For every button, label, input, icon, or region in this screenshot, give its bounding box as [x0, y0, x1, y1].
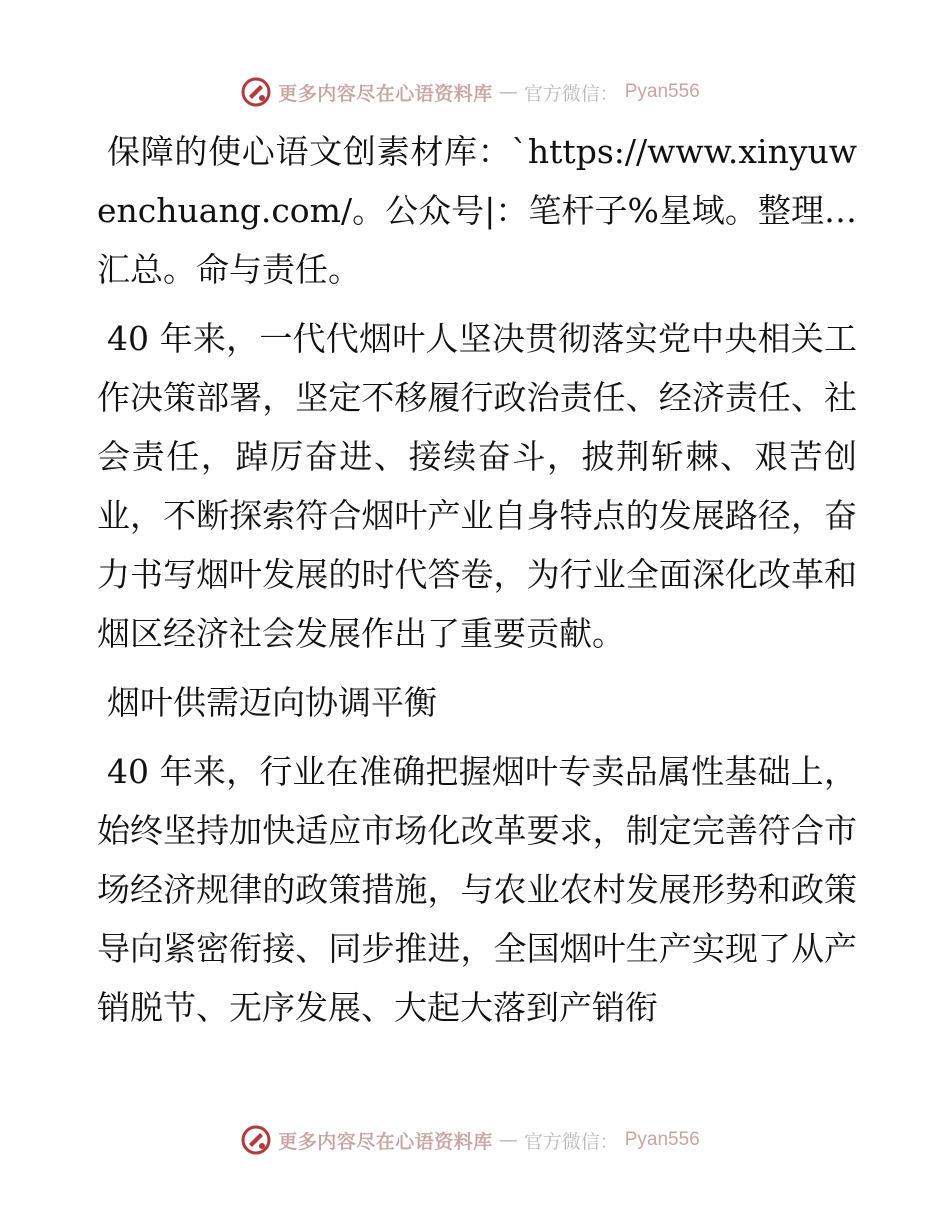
banner-content — [240, 76, 700, 108]
banner-wechat-id: Pyan556 — [624, 81, 700, 102]
document-body — [97, 122, 857, 1047]
paragraph-1: 保障的使心语文创素材库：`https://www.xinyuwenchuang.com/。公众号|：笔杆子%星域。整理…汇总。命与责任。 — [97, 132, 857, 289]
paragraph-2: 40 年来，一代代烟叶人坚决贯彻落实党中央相关工作决策部署，坚定不移履行政治责任、经济责任、社会责任，踔厉奋进、接续奋斗，披荆斩棘、艰苦创业，不断探索符合烟叶产业自身特点的发展路径，奋力书写烟叶发展的时代答卷，为行业全面深化改革和烟区经济社会发展作出了重要贡献。 — [97, 319, 857, 653]
footer-banner — [0, 1120, 950, 1160]
banner-dash: — — [498, 1129, 518, 1151]
banner-sub-text: 官方微信： — [523, 1130, 619, 1153]
brand-logo-icon — [240, 76, 272, 108]
banner-wechat-id: Pyan556 — [624, 1129, 700, 1150]
header-banner — [0, 72, 950, 112]
banner-content — [240, 1124, 700, 1156]
paragraph-3: 40 年来，行业在准确把握烟叶专卖品属性基础上，始终坚持加快适应市场化改革要求，制定完善符合市场经济规律的政策措施，与农业农村发展形势和政策导向紧密衔接、同步推进，全国烟叶生产实现了从产销脱节、无序发展、大起大落到产销衔 — [97, 752, 857, 1027]
brand-logo-icon — [240, 1124, 272, 1156]
section-heading: 烟叶供需迈向协调平衡 — [107, 683, 437, 722]
banner-main-text: 更多内容尽在心语资料库 — [278, 1130, 493, 1153]
banner-main-text: 更多内容尽在心语资料库 — [278, 82, 493, 105]
banner-sub-text: 官方微信： — [523, 82, 619, 105]
banner-dash: — — [498, 81, 518, 103]
